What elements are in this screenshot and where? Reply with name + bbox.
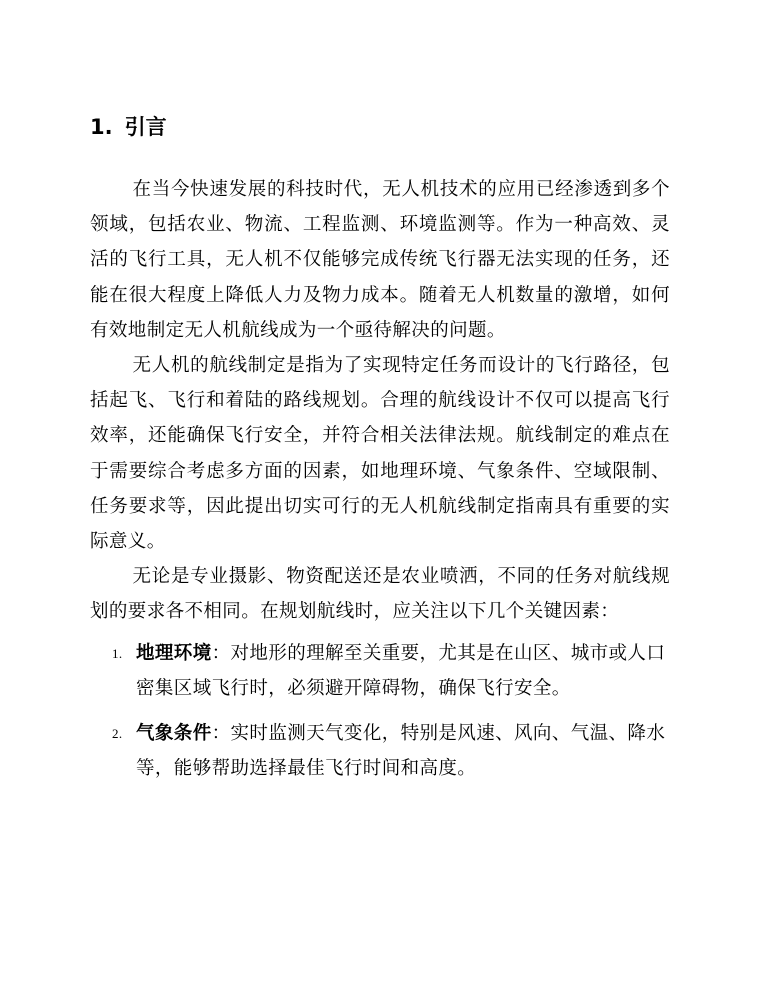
paragraph-intro: 在当今快速发展的科技时代，无人机技术的应用已经渗透到多个领域，包括农业、物流、工程监测、环境监测等。作为一种高效、灵活的飞行工具，无人机不仅能够完成传统飞行器无法实现的任务，还能在很大程度上降低人力及物力成本。随着无人机数量的激增，如何有效地制定无人机航线成为一个亟待解决的问题。	[90, 179, 670, 341]
list-item-text: 实时监测天气变化，特别是风速、风向、气温、降水等，能够帮助选择最佳飞行时间和高度。	[136, 723, 666, 780]
key-factors-list	[90, 636, 670, 787]
paragraph-route-planning: 无人机的航线制定是指为了实现特定任务而设计的飞行路径，包括起飞、飞行和着陆的路线规划。合理的航线设计不仅可以提高飞行效率，还能确保飞行安全，并符合相关法律法规。航线制定的难点在于需要综合考虑多方面的因素，如地理环境、气象条件、空域限制、任务要求等，因此提出切实可行的无人机航线制定指南具有重要的实际意义。	[90, 355, 670, 553]
list-item-term: 气象条件	[136, 723, 212, 745]
section-number: 1.	[90, 115, 113, 139]
list-item-number: 2.	[112, 726, 123, 742]
body-text	[90, 172, 670, 796]
list-item	[90, 636, 666, 706]
list-item	[90, 716, 666, 786]
list-item-number: 1.	[112, 645, 123, 661]
section-heading	[90, 112, 167, 142]
paragraph-key-factors: 无论是专业摄影、物资配送还是农业喷洒，不同的任务对航线规划的要求各不相同。在规划航线时，应关注以下几个关键因素：	[90, 566, 670, 623]
list-item-term: 地理环境	[136, 642, 212, 664]
list-item-separator: ：	[211, 723, 231, 745]
section-title: 引言	[124, 115, 167, 139]
list-item-text: 对地形的理解至关重要，尤其是在山区、城市或人口密集区域飞行时，必须避开障碍物，确保飞行安全。	[136, 642, 666, 699]
list-item-separator: ：	[211, 642, 231, 664]
